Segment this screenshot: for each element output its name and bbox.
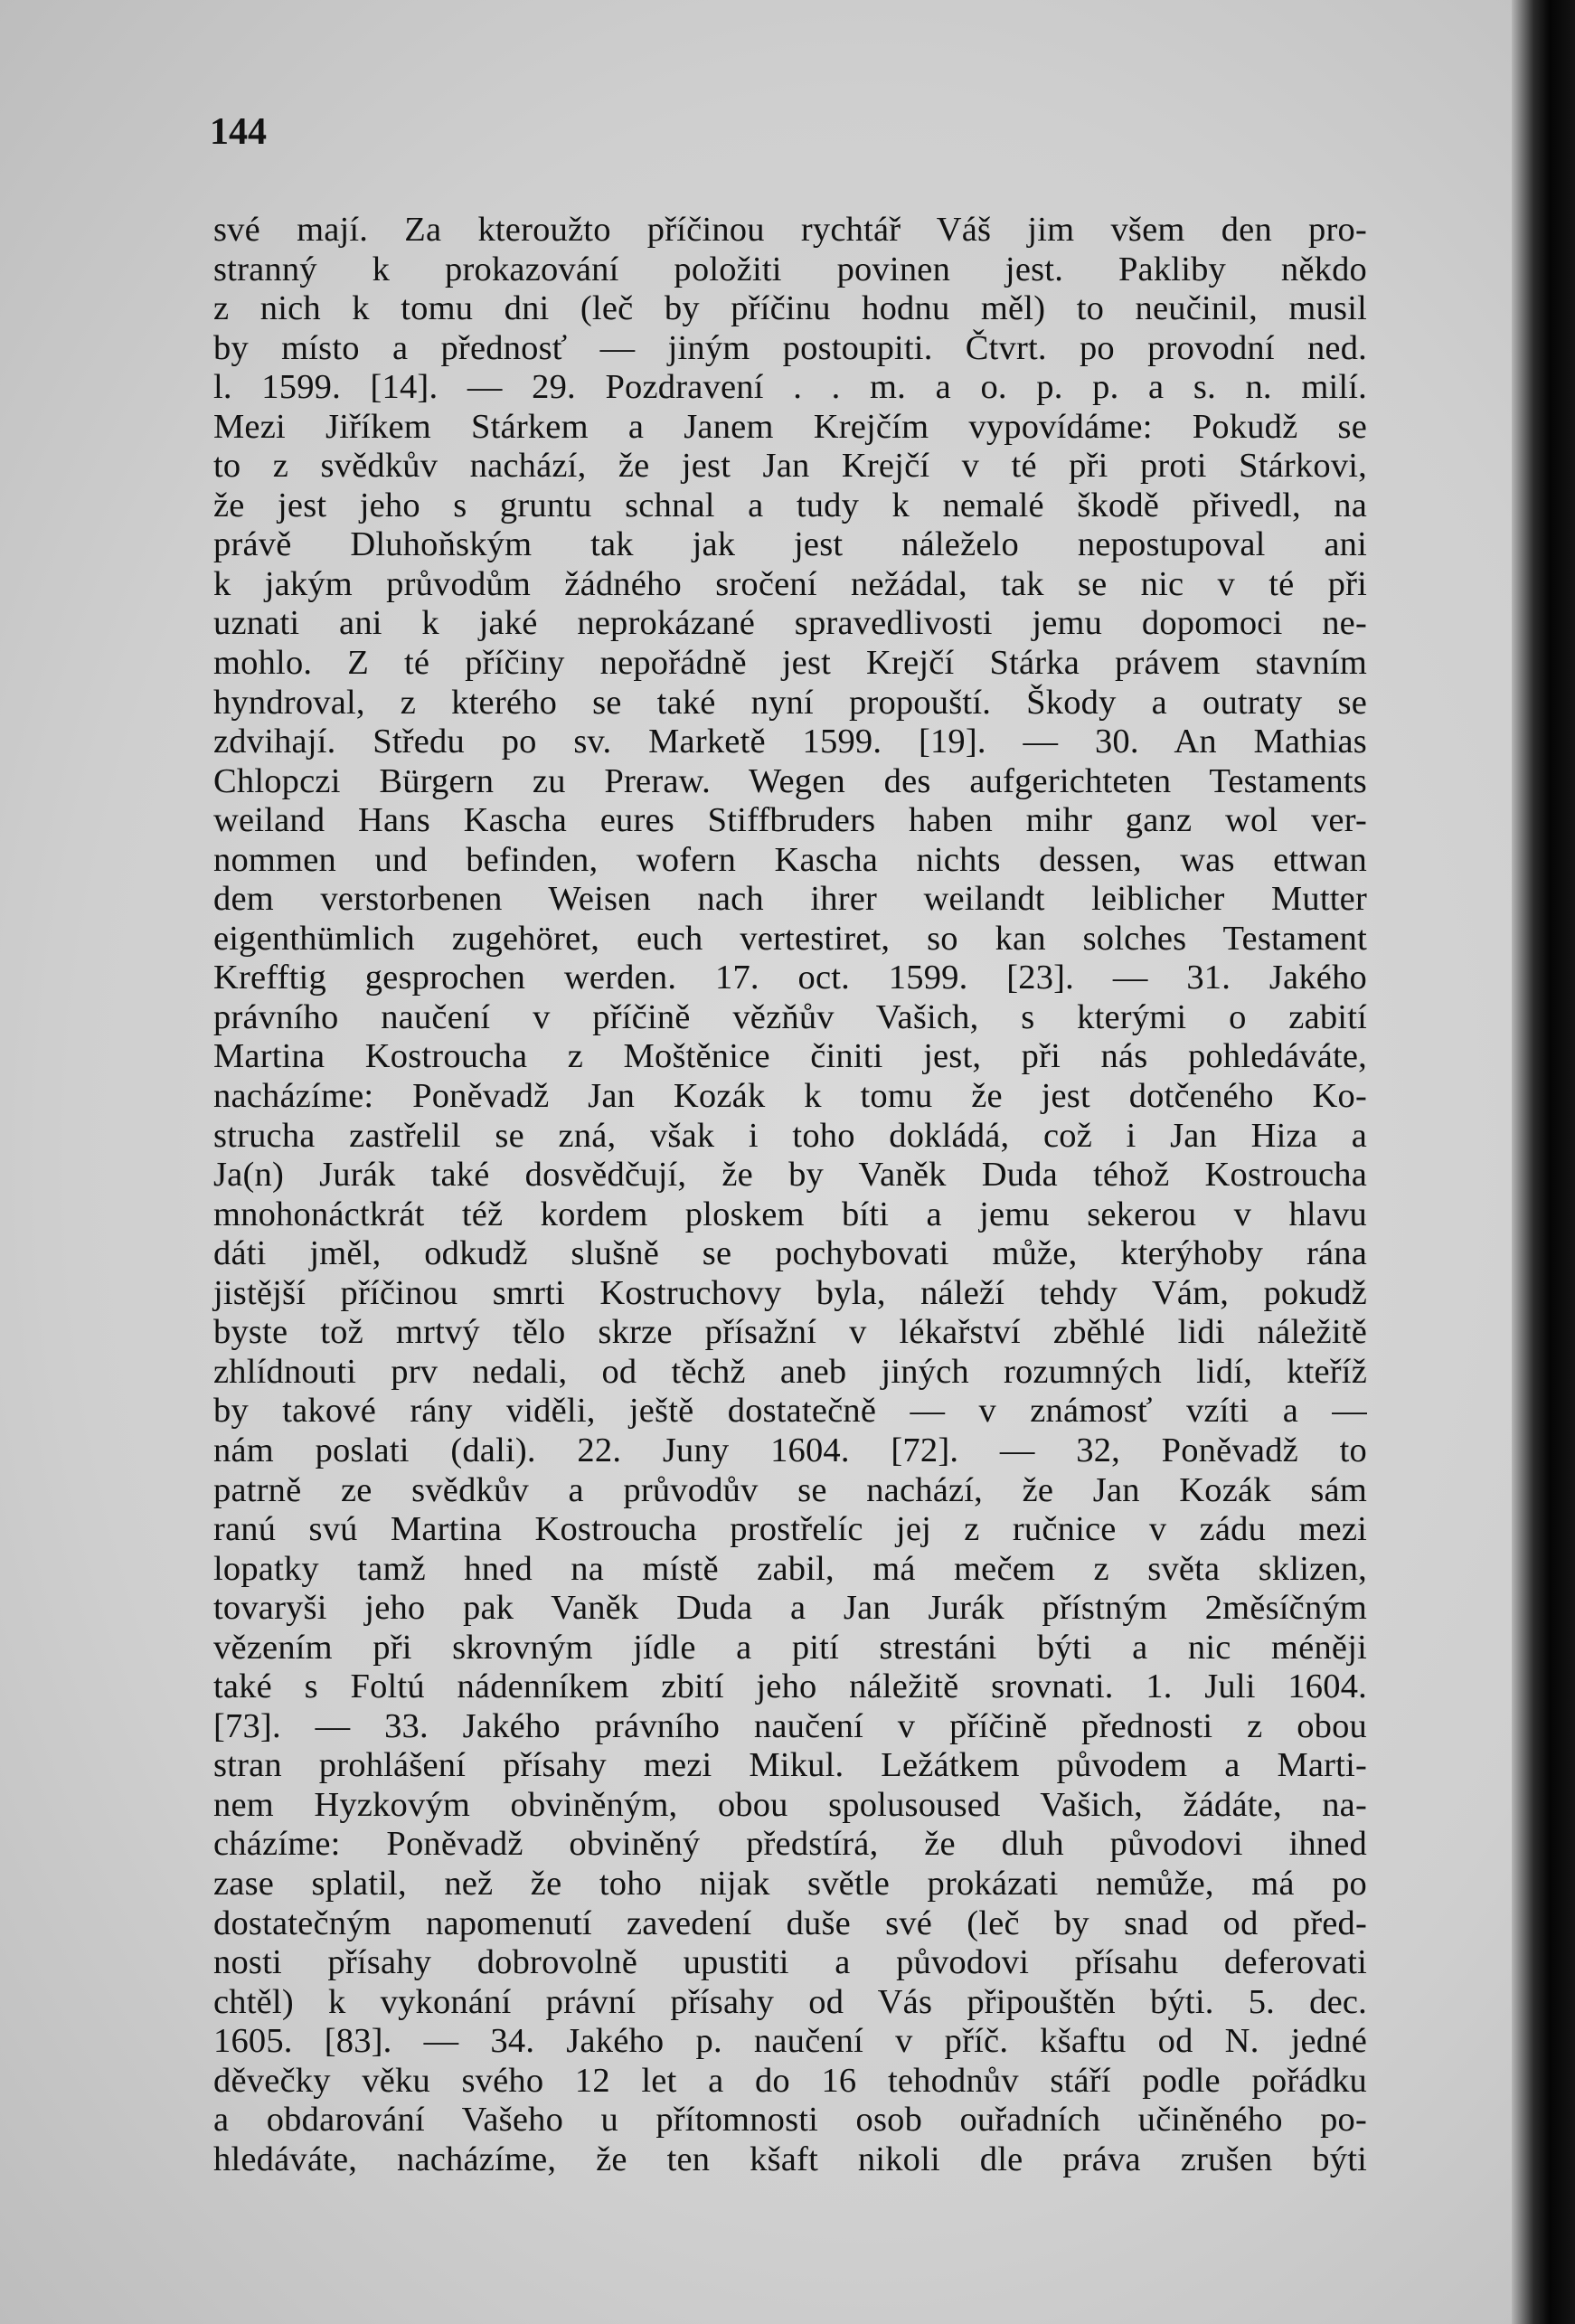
text-line: nacházíme: Poněvadž Jan Kozák k tomu že jest dotčeného Ko- [213, 1077, 1367, 1116]
text-line: Chlopczi Bürgern zu Preraw. Wegen des aufgerichteten Testaments [213, 761, 1367, 800]
text-line: nám poslati (dali). 22. Juny 1604. [72]. — 32, Poněvadž to [213, 1431, 1367, 1469]
text-line: mohlo. Z té příčiny nepořádně jest Krejčí Stárka právem stavním [213, 644, 1367, 683]
text-line: vězením při skrovným jídle a pití strestáni býti a nic méněji [213, 1628, 1367, 1667]
text-line: cházíme: Poněvadž obviněný předstírá, že dluh původovi ihned [213, 1825, 1367, 1864]
text-line: Mezi Jiříkem Stárkem a Janem Krejčím vypovídáme: Pokudž se [213, 407, 1367, 446]
text-line: zhlídnouti prv nedali, od těchž aneb jiných rozumných lidí, kteříž [213, 1352, 1367, 1391]
text-line: weiland Hans Kascha eures Stiffbruders haben mihr ganz wol ver- [213, 801, 1367, 840]
text-line: patrně ze svědkův a průvodův se nachází, že Jan Kozák sám [213, 1470, 1367, 1509]
text-line: Ja(n) Jurák také dosvědčují, že by Vaněk Duda téhož Kostroucha [213, 1156, 1367, 1195]
text-line: právního naučení v příčině vězňův Vašich, s kterými o zabití [213, 997, 1367, 1036]
text-line: děvečky věku svého 12 let a do 16 tehodnův stáří podle pořádku [213, 2061, 1367, 2100]
text-line: z nich k tomu dni (leč by příčinu hodnu měl) to neučinil, musil [213, 289, 1367, 328]
text-line: své mají. Za kteroužto příčinou rychtář Váš jim všem den pro- [213, 211, 1367, 249]
text-line: strucha zastřelil se zná, však i toho dokládá, což i Jan Hiza a [213, 1116, 1367, 1155]
text-line: také s Foltú nádenníkem zbití jeho náležitě srovnati. 1. Juli 1604. [213, 1667, 1367, 1706]
text-line: zase splatil, než že toho nijak světle prokázati nemůže, má po [213, 1864, 1367, 1903]
text-line: dostatečným napomenutí zavedení duše své (leč by snad od před- [213, 1904, 1367, 1942]
text-line: by takové rány viděli, ještě dostatečně — v známosť vzíti a — [213, 1392, 1367, 1431]
text-line: l. 1599. [14]. — 29. Pozdravení . . m. a o. p. p. a s. n. milí. [213, 368, 1367, 407]
text-line: 1605. [83]. — 34. Jakého p. naučení v příč. kšaftu od N. jedné [213, 2022, 1367, 2061]
text-line: hyndroval, z kterého se také nyní propouští. Škody a outraty se [213, 683, 1367, 722]
text-line: a obdarování Vašeho u přítomnosti osob ouřadních učiněného po- [213, 2101, 1367, 2140]
text-line: zdvihají. Středu po sv. Marketě 1599. [19]. — 30. An Mathias [213, 723, 1367, 761]
page-number: 144 [210, 111, 267, 153]
text-line: nosti přísahy dobrovolně upustiti a původovi přísahu deferovati [213, 1943, 1367, 1982]
text-line: k jakým průvodům žádného sročení nežádal, tak se nic v té při [213, 564, 1367, 603]
text-line: eigenthümlich zugehöret, euch vertestiret, so kan solches Testament [213, 919, 1367, 958]
text-line: uznati ani k jaké neprokázané spravedlivosti jemu dopomoci ne- [213, 604, 1367, 643]
text-line: lopatky tamž hned na místě zabil, má mečem z světa sklizen, [213, 1549, 1367, 1588]
text-line: mnohonáctkrát též kordem ploskem bíti a jemu sekerou v hlavu [213, 1195, 1367, 1233]
text-line: tovaryši jeho pak Vaněk Duda a Jan Jurák přístným 2měsíčným [213, 1589, 1367, 1628]
text-line: hledáváte, nacházíme, že ten kšaft nikoli dle práva zrušen býti [213, 2140, 1367, 2178]
text-line: dáti jměl, odkudž slušně se pochybovati může, kterýhoby rána [213, 1234, 1367, 1273]
text-line: Martina Kostroucha z Moštěnice činiti jest, při nás pohledáváte, [213, 1037, 1367, 1076]
text-line: nem Hyzkovým obviněným, obou spolusoused Vašich, žádáte, na- [213, 1785, 1367, 1824]
text-line: že jest jeho s gruntu schnal a tudy k nemalé škodě přivedl, na [213, 486, 1367, 524]
text-line: dem verstorbenen Weisen nach ihrer weilandt leiblicher Mutter [213, 880, 1367, 919]
text-line: stranný k prokazování položiti povinen jest. Pakliby někdo [213, 250, 1367, 288]
text-line: jistější příčinou smrti Kostruchovy byla, náleží tehdy Vám, pokudž [213, 1273, 1367, 1312]
text-line: Krefftig gesprochen werden. 17. oct. 1599. [23]. — 31. Jakého [213, 959, 1367, 997]
text-line: chtěl) k vykonání právní přísahy od Vás připouštěn býti. 5. dec. [213, 1982, 1367, 2021]
text-line: by místo a přednosť — jiným postoupiti. Čtvrt. po provodní ned. [213, 328, 1367, 367]
text-line: stran prohlášení přísahy mezi Mikul. Ležátkem původem a Marti- [213, 1746, 1367, 1785]
text-line: ranú svú Martina Kostroucha prostřelíc jej z ručnice v zádu mezi [213, 1510, 1367, 1549]
text-line: byste tož mrtvý tělo skrze přísažní v lékařství zběhlé lidi náležitě [213, 1313, 1367, 1352]
text-line: [73]. — 33. Jakého právního naučení v příčině přednosti z obou [213, 1706, 1367, 1745]
book-spine-edge [1512, 0, 1575, 2324]
text-line: to z svědkův nachází, že jest Jan Krejčí v té při proti Stárkovi, [213, 447, 1367, 486]
text-line: právě Dluhoňským tak jak jest náleželo nepostupoval ani [213, 525, 1367, 564]
text-line: nommen und befinden, wofern Kascha nichts dessen, was ettwan [213, 840, 1367, 879]
body-text [213, 211, 1367, 2179]
